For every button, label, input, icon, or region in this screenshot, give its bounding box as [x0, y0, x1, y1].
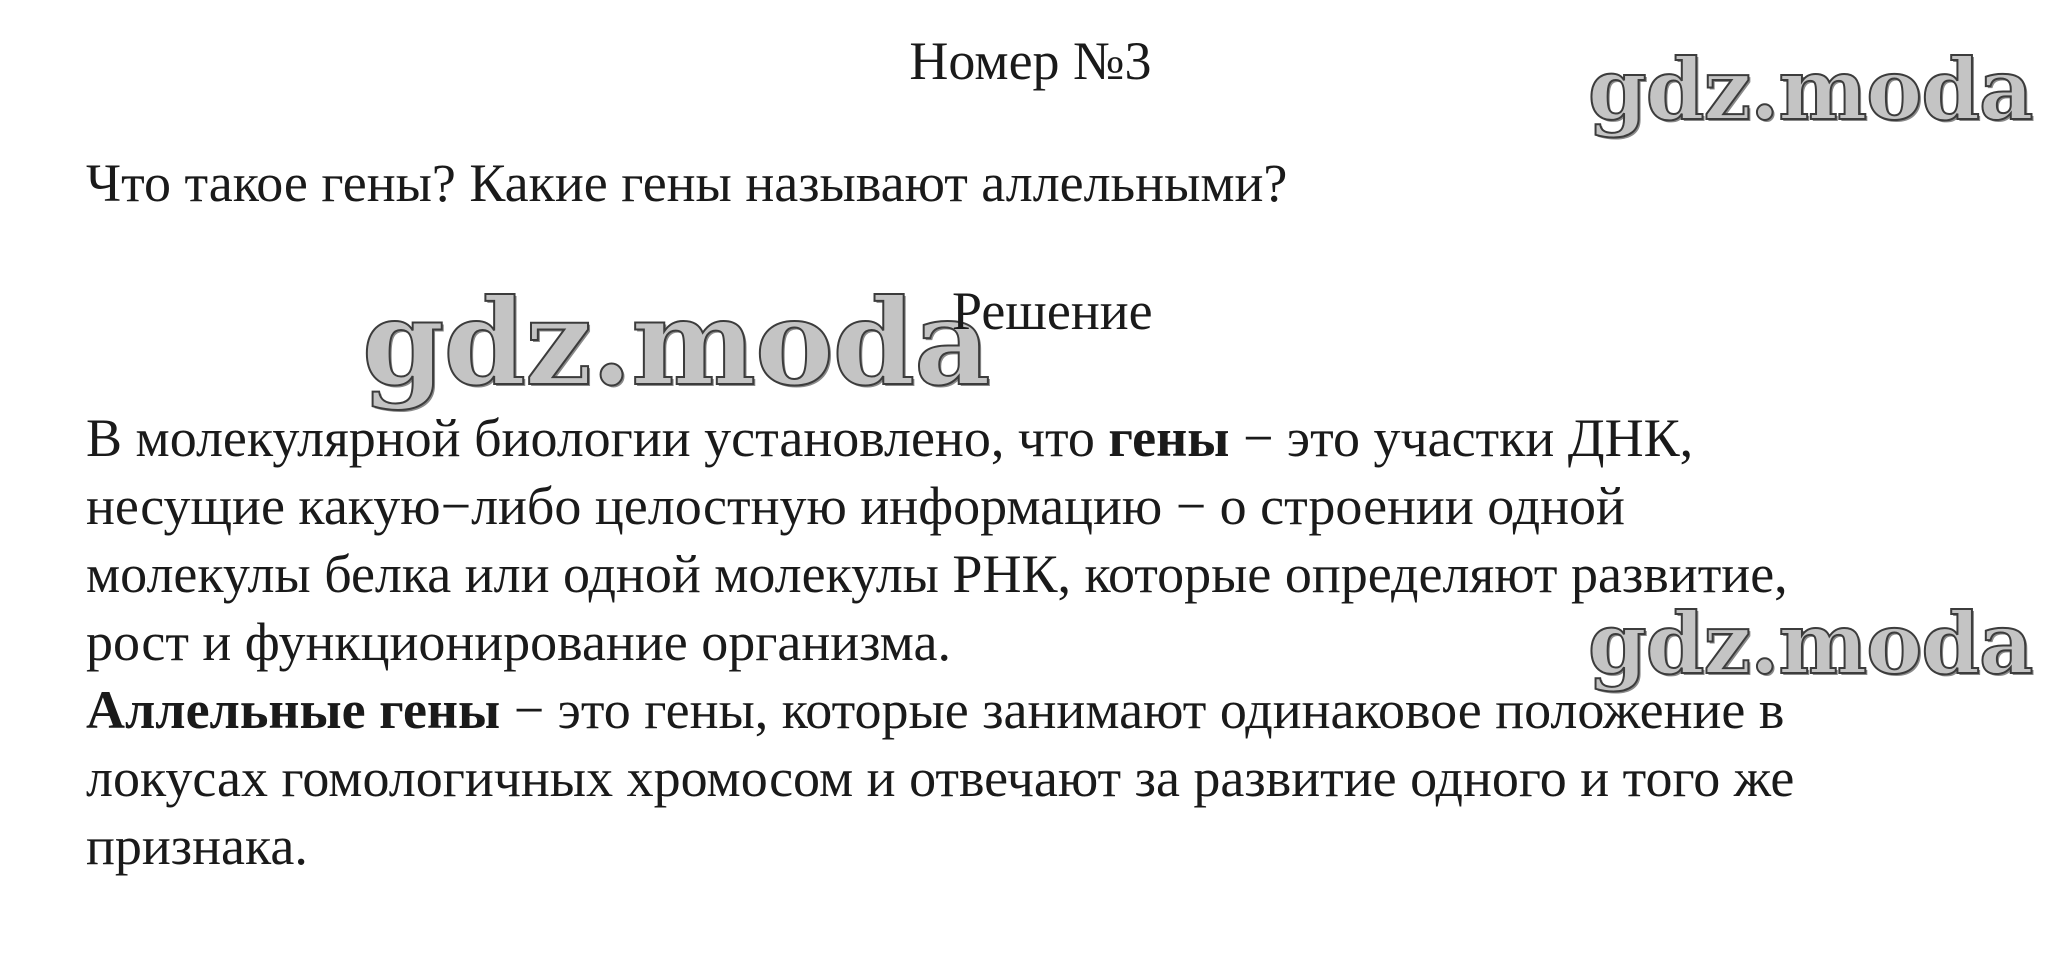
- answer-line: молекулы белка или одной молекулы РНК, которые определяют развитие,: [86, 544, 1788, 604]
- answer-line: локусах гомологичных хромосом и отвечают за развитие одного и того же: [86, 748, 1795, 808]
- answer-line: [86, 404, 2026, 472]
- answer-text-segment: − это гены, которые занимают одинаковое положение в: [500, 680, 1785, 740]
- term-genes: гены: [1108, 408, 1230, 468]
- watermark-logo-top: gdz.moda: [1588, 40, 2033, 139]
- watermark-logo-middle: gdz.moda: [362, 273, 990, 412]
- answer-line: несущие какую−либо целостную информацию − о строении одной: [86, 476, 1625, 536]
- answer-text-segment: В молекулярной биологии установлено, что: [86, 408, 1109, 468]
- watermark-logo-bottom: gdz.moda: [1588, 594, 2033, 693]
- answer-text-segment: − это участки ДНК,: [1229, 408, 1694, 468]
- solution-heading: Решение: [952, 281, 1153, 341]
- answer-line: признака.: [86, 816, 308, 876]
- page-title: Номер №3: [909, 31, 1152, 91]
- term-allelic-genes: Аллельные гены: [86, 680, 501, 740]
- answer-line: рост и функционирование организма.: [86, 612, 951, 672]
- question-text: Что такое гены? Какие гены называют аллельными?: [86, 153, 1288, 213]
